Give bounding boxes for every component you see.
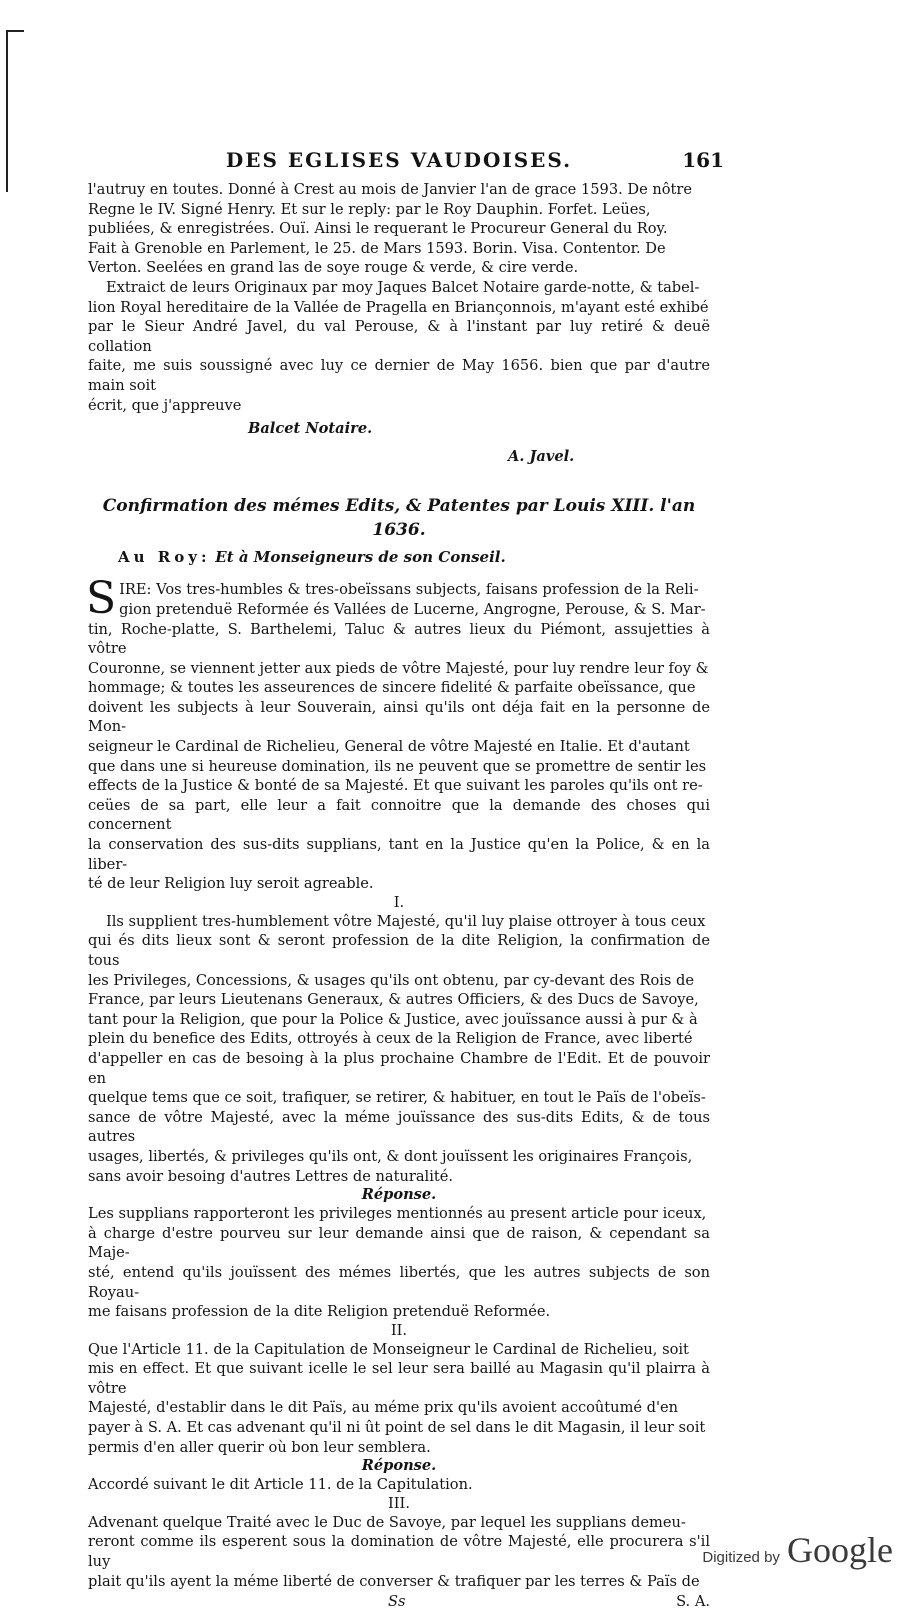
catchword: S. A. xyxy=(676,1593,710,1611)
text-line: me faisans profession de la dite Religion pretenduë Reformée. xyxy=(88,1303,551,1321)
text-line: sance de vôtre Majesté, avec la méme jouïssance des sus-dits Edits, & de tous autres xyxy=(88,1108,710,1146)
paragraph-letters-close xyxy=(88,180,710,278)
signature-javel: A. Javel. xyxy=(508,447,575,465)
running-header xyxy=(88,148,724,180)
text-line: tin, Roche-platte, S. Barthelemi, Taluc & autres lieux du Piémont, assujetties à vôtre xyxy=(88,620,710,658)
text-line: tant pour la Religion, que pour la Police & Justice, avec jouïssance aussi à pur & à xyxy=(88,1010,698,1028)
text-line: reront comme ils esperent sous la domination de vôtre Majesté, elle procurera s'il luy xyxy=(88,1533,710,1571)
text-line: plait qu'ils ayent la méme liberté de converser & trafiquer par les terres & Païs de xyxy=(88,1572,700,1590)
address-lead: Au Roy: xyxy=(118,548,211,567)
text-line: IRE: Vos tres-humbles & tres-obeïssans subjects, faisans profession de la Reli- xyxy=(119,581,699,599)
text-line: par le Sieur André Javel, du val Perouse, & à l'instant par luy retiré & deuë collation xyxy=(88,318,710,355)
text-line: lion Royal hereditaire de la Vallée de Pragella en Brianςonnois, m'ayant esté exhibé xyxy=(88,298,709,316)
paragraph-article-2 xyxy=(88,1340,710,1458)
watermark-prefix: Digitized by xyxy=(702,1549,780,1566)
text-line: Extraict de leurs Originaux par moy Jaques Balcet Notaire garde-notte, & tabel- xyxy=(106,278,700,296)
paragraph-article-1 xyxy=(88,912,710,1186)
reponse-heading: Réponse. xyxy=(361,1457,437,1475)
paragraph-article-3 xyxy=(88,1513,710,1591)
text-line: ceües de sa part, elle leur a fait connoitre que la demande des choses qui concernent xyxy=(88,796,710,834)
signature-mark: Ss xyxy=(388,1593,406,1611)
text-line: permis d'en aller querir où bon leur semblera. xyxy=(88,1438,431,1456)
text-line: usages, libertés, & privileges qu'ils ont, & dont jouïssent les originaires François, xyxy=(88,1147,693,1165)
text-line: quelque tems que ce soit, trafiquer, se retirer, & habituer, en tout le Païs de l'obeïs- xyxy=(88,1089,706,1107)
text-line: seigneur le Cardinal de Richelieu, General de vôtre Majesté en Italie. Et d'autant xyxy=(88,738,690,756)
text-line: d'appeller en cas de besoing à la plus prochaine Chambre de l'Edit. Et de pouvoir en xyxy=(88,1049,710,1087)
reponse-heading: Réponse. xyxy=(361,1186,437,1204)
section-heading: Confirmation des mémes Edits, & Patentes par Louis XIII. l'an 1636. xyxy=(102,496,696,541)
text-line: payer à S. A. Et cas advenant qu'il ni ût point de sel dans le dit Magasin, il leur soit xyxy=(88,1419,706,1437)
address-rest: Et à Monseigneurs de son Conseil. xyxy=(215,548,506,567)
text-line: sans avoir besoing d'autres Lettres de naturalité. xyxy=(88,1167,454,1185)
paragraph-extract xyxy=(88,278,710,415)
text-line: publiées, & enregistrées. Ouï. Ainsi le requerant le Procureur General du Roy. xyxy=(88,220,668,238)
text-line: Ils supplient tres-humblement vôtre Majesté, qu'il luy plaise ottroyer à tous ceux xyxy=(106,912,706,930)
text-line: Majesté, d'establir dans le dit Païs, au méme prix qu'ils avoient accoûtumé d'en xyxy=(88,1399,679,1417)
drop-cap: S xyxy=(86,573,117,625)
text-line: Advenant quelque Traité avec le Duc de Savoye, par lequel les supplians demeu- xyxy=(88,1513,686,1531)
text-line: Les supplians rapporteront les privileges mentionnés au present article pour iceux, xyxy=(88,1205,707,1223)
article-numeral: II. xyxy=(390,1321,408,1339)
paragraph-reponse-1 xyxy=(88,1204,710,1322)
text-line: Regne le IV. Signé Henry. Et sur le reply: par le Roy Dauphin. Forfet. Leües, xyxy=(88,200,651,218)
page-footer xyxy=(88,1593,710,1615)
text-line: té de leur Religion luy seroit agreable. xyxy=(88,875,374,893)
text-line: faite, me suis soussigné avec luy ce dernier de May 1656. bien que par d'autre main soit xyxy=(88,357,710,394)
text-line: doivent les subjects à leur Souverain, ainsi qu'ils ont déja fait en la personne de Mon- xyxy=(88,698,710,736)
paragraph-reponse-2 xyxy=(88,1475,710,1495)
text-line: les Privileges, Concessions, & usages qu'ils ont obtenu, par cy-devant des Rois de xyxy=(88,971,695,989)
text-line: effects de la Justice & bonté de sa Majesté. Et que suivant les paroles qu'ils ont re- xyxy=(88,777,703,795)
running-title: DES EGLISES VAUDOISES. xyxy=(225,148,573,172)
article-numeral: I. xyxy=(393,893,405,911)
text-line: hommage; & toutes les asseurences de sincere fidelité & parfaite obeïssance, que xyxy=(88,679,696,697)
digitized-watermark xyxy=(702,1529,893,1571)
watermark-brand: Google xyxy=(787,1530,893,1570)
text-line: sté, entend qu'ils jouïssent des mémes libertés, que les autres subjects de son Royau- xyxy=(88,1263,710,1301)
text-line: France, par leurs Lieutenans Generaux, & autres Officiers, & des Ducs de Savoye, xyxy=(88,991,699,1009)
text-line: l'autruy en toutes. Donné à Crest au mois de Janvier l'an de grace 1593. De nôtre xyxy=(88,181,693,198)
text-line: qui és dits lieux sont & seront profession de la dite Religion, la confirmation de tous xyxy=(88,932,710,969)
page-corner-mark xyxy=(6,30,24,192)
text-line: plein du benefice des Edits, ottroyés à ceux de la Religion de France, avec liberté xyxy=(88,1030,693,1048)
signature-notary: Balcet Notaire. xyxy=(248,420,373,438)
text-line: à charge d'estre pourveu sur leur demande ainsi que de raison, & cependant sa Maje- xyxy=(88,1224,710,1262)
book-page xyxy=(86,148,724,1615)
text-line: Accordé suivant le dit Article 11. de la Capitulation. xyxy=(88,1476,473,1494)
page-number: 161 xyxy=(682,148,724,172)
text-line: Verton. Seelées en grand las de soye rouge & verde, & cire verde. xyxy=(88,259,579,277)
article-numeral: III. xyxy=(388,1494,410,1512)
text-line: écrit, que j'appreuve xyxy=(88,396,242,414)
text-line: Couronne, se viennent jetter aux pieds de vôtre Majesté, pour luy rendre leur foy & xyxy=(88,659,709,677)
text-line: Fait à Grenoble en Parlement, le 25. de Mars 1593. Borin. Visa. Contentor. De xyxy=(88,239,666,257)
text-line: gion pretenduë Reformée és Vallées de Lucerne, Angrogne, Perouse, & S. Mar- xyxy=(119,600,706,618)
paragraph-petition xyxy=(86,573,710,894)
text-line: que dans une si heureuse domination, ils ne peuvent que se promettre de sentir les xyxy=(88,757,707,775)
text-line: la conservation des sus-dits supplians, tant en la Justice qu'en la Police, & en la liber- xyxy=(88,836,710,873)
text-line: Que l'Article 11. de la Capitulation de Monseigneur le Cardinal de Richelieu, soit xyxy=(88,1340,689,1358)
text-line: mis en effect. Et que suivant icelle le sel leur sera baillé au Magasin qu'il plairra à vôtre xyxy=(88,1360,710,1397)
address-line xyxy=(118,546,710,568)
